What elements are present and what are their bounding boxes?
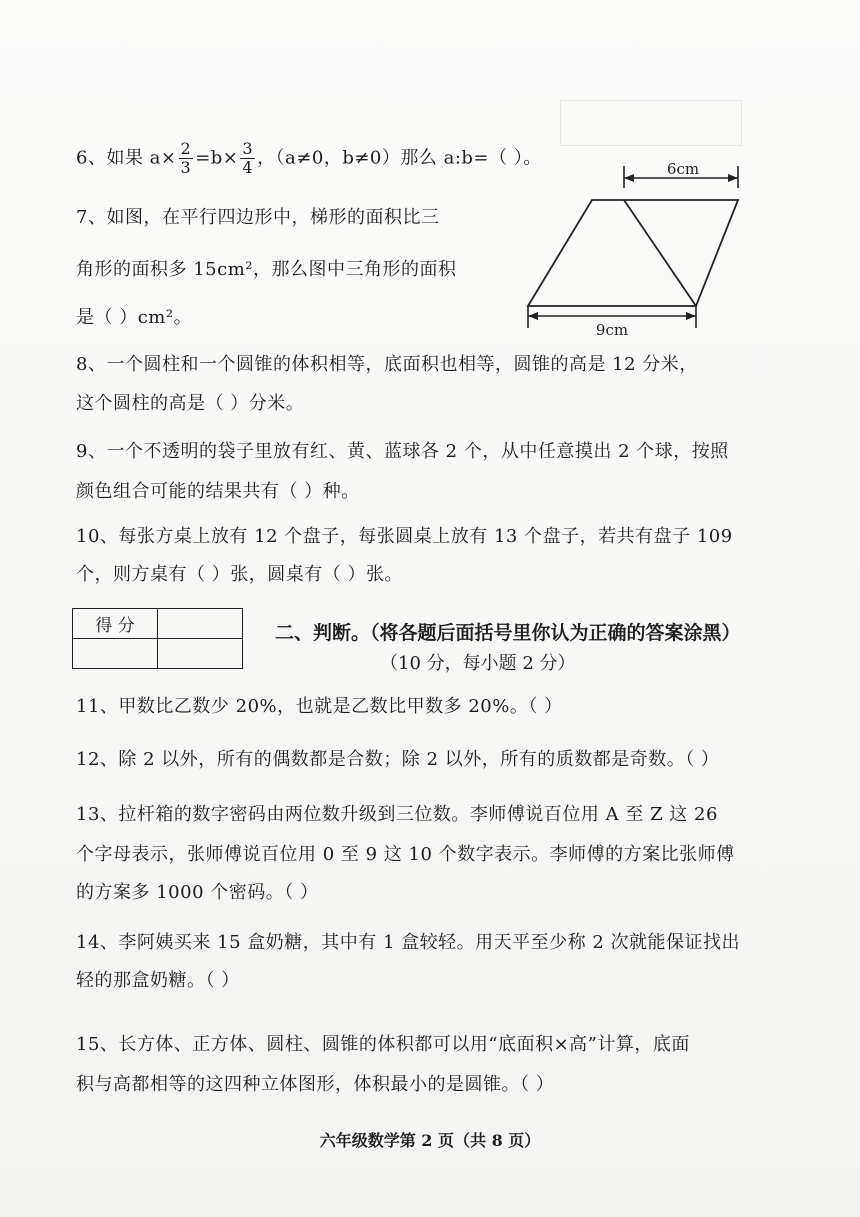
question-11: 11、甲数比乙数少 20%，也就是乙数比甲数多 20%。（ ） xyxy=(76,696,563,717)
question-14-line1: 14、李阿姨买来 15 盒奶糖，其中有 1 盒较轻。用天平至少称 2 次就能保证找出 xyxy=(76,932,741,953)
question-6 xyxy=(76,140,542,177)
question-13-line2: 个字母表示，张师傅说百位用 0 至 9 这 10 个数字表示。李师傅的方案比张师傅 xyxy=(76,844,735,865)
question-13-line1: 13、拉杆箱的数字密码由两位数升级到三位数。李师傅说百位用 A 至 Z 这 26 xyxy=(76,804,718,825)
q6-suffix: ，（a≠0，b≠0）那么 a:b=（ ）。 xyxy=(257,147,542,169)
fraction-3-4 xyxy=(240,140,255,177)
score-cell[interactable] xyxy=(158,609,243,639)
arrow-left-icon xyxy=(624,174,634,182)
question-7-line2: 角形的面积多 15cm²，那么图中三角形的面积 xyxy=(76,259,457,280)
parallelogram-shape xyxy=(528,200,738,306)
q6-prefix: 6、如果 a× xyxy=(76,147,177,169)
arrow-right-icon xyxy=(686,312,696,320)
question-9-line1: 9、一个不透明的袋子里放有红、黄、蓝球各 2 个，从中任意摸出 2 个球，按照 xyxy=(76,441,729,462)
fraction-numerator: 3 xyxy=(242,139,254,158)
question-15-line1: 15、长方体、正方体、圆柱、圆锥的体积都可以用“底面积×高”计算，底面 xyxy=(76,1034,690,1055)
question-8-line1: 8、一个圆柱和一个圆锥的体积相等，底面积也相等，圆锥的高是 12 分米， xyxy=(76,354,698,375)
fraction-denominator: 3 xyxy=(180,158,192,177)
question-10-line1: 10、每张方桌上放有 12 个盘子，每张圆桌上放有 13 个盘子，若共有盘子 109 xyxy=(76,526,733,547)
fraction-2-3 xyxy=(179,140,194,177)
question-12: 12、除 2 以外，所有的偶数都是合数；除 2 以外，所有的质数都是奇数。（ ） xyxy=(76,749,720,770)
triangle-edge xyxy=(624,200,696,306)
question-15-line2: 积与高都相等的这四种立体图形，体积最小的是圆锥。（ ） xyxy=(76,1074,555,1095)
score-cell-blank xyxy=(73,639,158,669)
question-14-line2: 轻的那盒奶糖。（ ） xyxy=(76,970,240,991)
score-table xyxy=(72,608,243,669)
arrow-left-icon xyxy=(528,312,538,320)
bottom-dimension-label: 9cm xyxy=(595,321,629,338)
question-13-line3: 的方案多 1000 个密码。（ ） xyxy=(76,882,319,903)
arrow-right-icon xyxy=(728,174,738,182)
page-footer: 六年级数学第 2 页（共 8 页） xyxy=(319,1131,541,1150)
parallelogram-figure xyxy=(520,158,750,338)
q6-mid: =b× xyxy=(195,147,239,169)
score-cell[interactable] xyxy=(158,639,243,669)
section-title: 二、判断。（将各题后面括号里你认为正确的答案涂黑） xyxy=(275,622,741,644)
section-subtitle: （10 分，每小题 2 分） xyxy=(380,653,576,674)
question-7-line1: 7、如图，在平行四边形中，梯形的面积比三 xyxy=(76,207,440,228)
score-label: 得 分 xyxy=(73,609,158,639)
question-9-line2: 颜色组合可能的结果共有（ ）种。 xyxy=(76,481,360,502)
fraction-denominator: 4 xyxy=(242,158,254,177)
question-8-line2: 这个圆柱的高是（ ）分米。 xyxy=(76,393,305,414)
question-7-line3: 是（ ）cm²。 xyxy=(76,307,193,328)
question-10-line2: 个，则方桌有（ ）张，圆桌有（ ）张。 xyxy=(76,564,403,585)
top-dimension-label: 6cm xyxy=(666,160,700,178)
fraction-numerator: 2 xyxy=(180,139,192,158)
bleed-through-box xyxy=(560,100,742,146)
